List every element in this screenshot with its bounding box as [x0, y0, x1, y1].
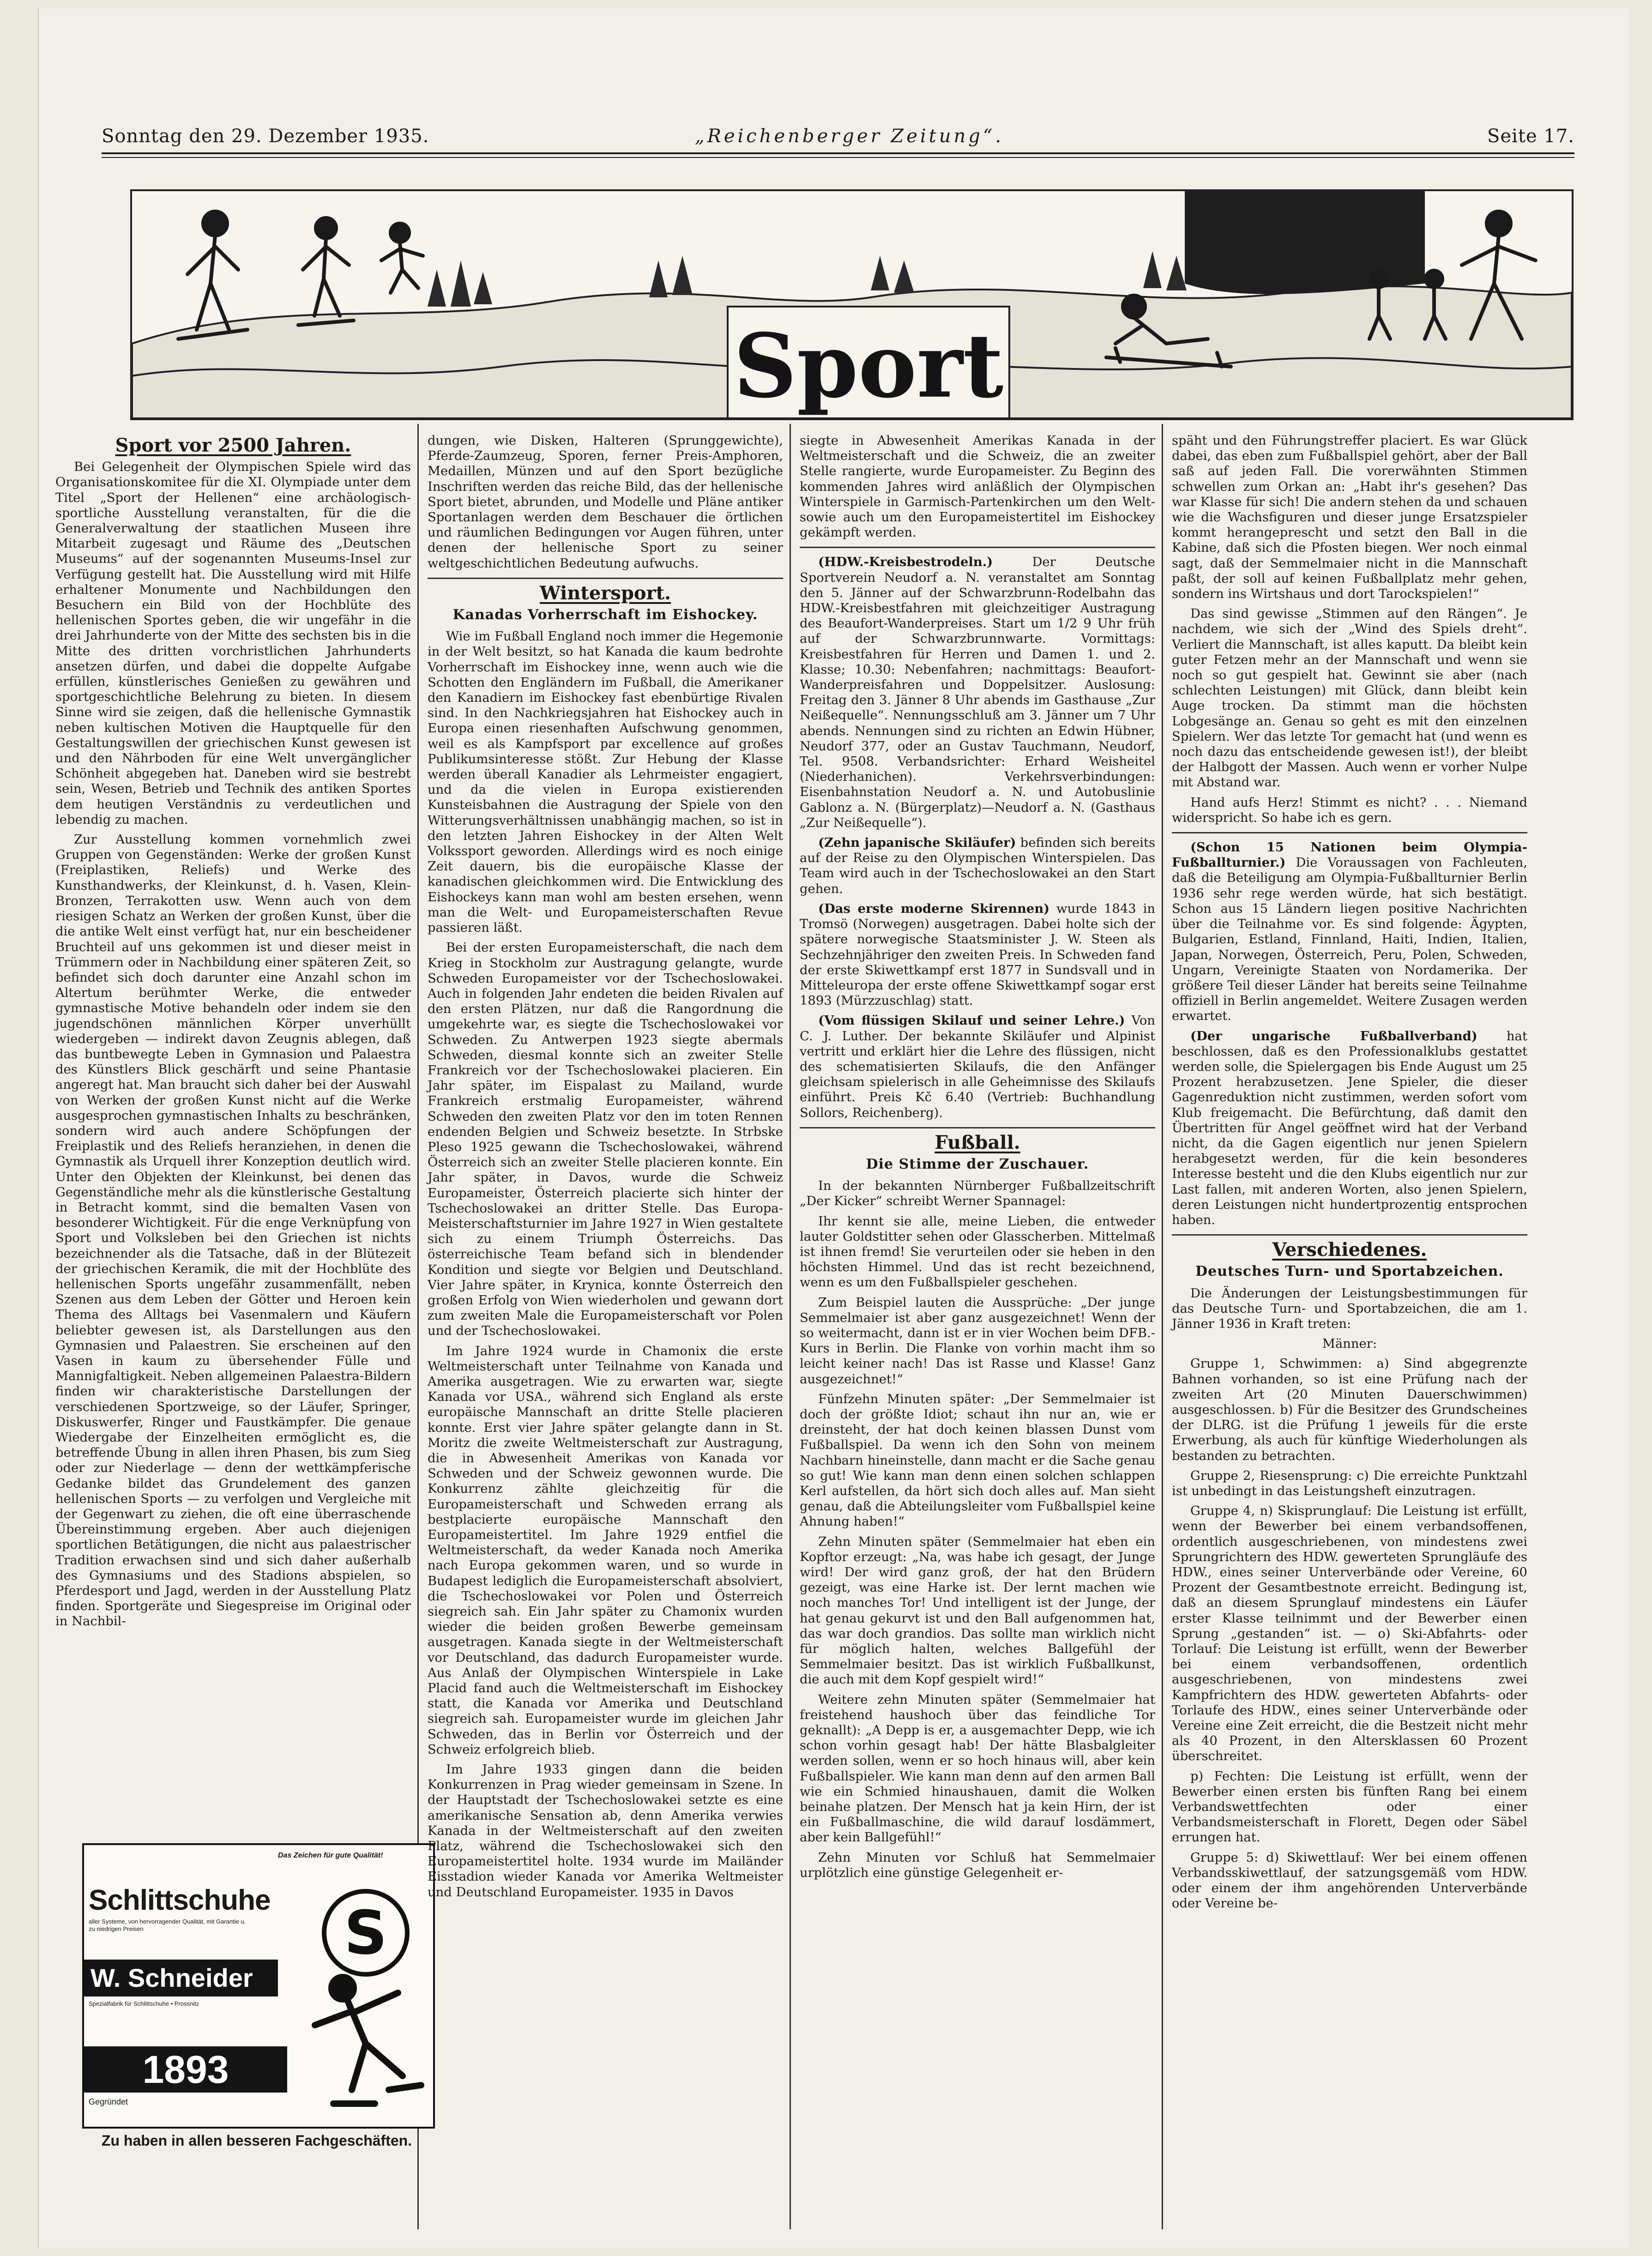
- paragraph: Gruppe 1, Schwimmen: a) Sind abgegrenzte Bahnen vorhanden, so ist eine Prüfung nach der zweiten Art (20 Minuten Dauerschwimmen) ausgeschlossen. b) Für die Besitzer des Grundscheines der DLRG. ist die Prüfung 1 jeweils für die erste Erwerbung, als auch für künftige Wiederholungen als bestanden zu betrachten.: [1172, 1357, 1527, 1463]
- paragraph: Weitere zehn Minuten später (Semmelmaier hat freistehend haushoch über das feindliche Tor geknallt): „A Depp is er, a ausgemachter Depp, wie ich schon vorhin gesagt hab! Der hätte Blasbalgleiter werden sollen, wenn er so hoch hinaus will, aber kein Fußballspieler. Wie kann man denn auf den armen Ball wie ein Schmied hinaushauen, damit die Wolken beinahe platzen. Der Mensch hat ja kein Hirn, der ist ein Fußballmaschine, die wild darauf losdämmert, aber kein Ballgefühl!“: [800, 1692, 1155, 1845]
- paragraph: Ihr kennt sie alle, meine Lieben, die entweder lauter Goldstitter sehen oder Glasscherben. Mittelmaß ist ihnen fremd! Sie verurteilen oder sie heben in den höchsten Himmel. Und das ist recht bezeichnend, wenn es um den Fußballspieler geschehen.: [800, 1214, 1155, 1290]
- paragraph: In der bekannten Nürnberger Fußballzeitschrift „Der Kicker“ schreibt Werner Spannagel:: [800, 1179, 1155, 1209]
- header-paper-name: „Reichenberger Zeitung“.: [695, 126, 1004, 147]
- news-item-lead: (Zehn japanische Skiläufer): [818, 835, 1016, 851]
- ad-footer: Zu haben in allen besseren Fachgeschäften.: [101, 2132, 412, 2149]
- news-item: [800, 835, 1155, 897]
- paragraph: Fünfzehn Minuten später: „Der Semmelmaier ist doch der größte Idiot; schaut ihn nur an, wie er dreinsteht, der hat doch keinen blassen Dunst vom Fußballspiel. Da wenn ich den Sohn von meinem Nachbarn hineinstelle, dann macht er die Sache genau so gut! Wie kann man denn einen solchen schlappen Kerl aufstellen, da hört sich doch alles auf. Man sieht genau, daß die Abteilungsleiter vom Fußballspiel keine Ahnung haben!“: [800, 1392, 1155, 1529]
- column-rule: [1162, 424, 1163, 2229]
- news-item-lead: (Das erste moderne Skirennen): [818, 901, 1050, 916]
- article-heading-sport-2500: Sport vor 2500 Jahren.: [115, 434, 351, 456]
- news-item-text: wurde 1843 in Tromsö (Norwegen) ausgetragen. Dabei holte sich der spätere norwegische Staatsminister J. W. Steen als Sechzehnjähriger den zweiten Preis. In Schweden fand der erste Skiwettkampf erst 1877 in Sundsvall und in Mitteleuropa der erste offene Skiwettkampf sogar erst 1893 (Mürzzuschlag) statt.: [800, 901, 1155, 1008]
- news-item-text: Von C. J. Luther. Der bekannte Skiläufer und Alpinist vertritt und erklärt hier die Lehre des flüssigen, nicht des schematisierten Skilaufs, die den Anfänger gleichsam spielerisch in alle Geheimnisse des Skilaufs einführt. Preis Kč 6.40 (Vertrieb: Buchhandlung Sollors, Reichenberg).: [800, 1013, 1155, 1120]
- ad-title: Schlittschuhe: [89, 1884, 271, 1916]
- news-item: [800, 901, 1155, 1008]
- section-divider: [800, 1127, 1155, 1128]
- section-divider: [1172, 1234, 1527, 1236]
- paragraph: Die Änderungen der Leistungsbestimmungen für das Deutsche Turn- und Sportabzeichen, die am 1. Jänner 1936 in Kraft treten:: [1172, 1286, 1527, 1331]
- ad-founded-label: Gegründet: [89, 2097, 128, 2106]
- paragraph: Zehn Minuten später (Semmelmaier hat eben ein Kopftor erzeugt: „Na, was habe ich gesagt, der Junge wird! Der wird ganz groß, der hat den Brüdern gezeigt, was eine Harke ist. Der lernt machen wie noch manches Tor! Und intelligent ist der Junge, der hat genau gekurvt ist und den Ball aufgenommen hat, das war doch grandios. Das sollte man wirklich nicht für möglich halten, welches Ballgefühl der Semmelmaier besitzt. Das ist wirklich Fußballkunst, die auch mit dem Kopf gespielt wird!“: [800, 1534, 1155, 1687]
- column-2: [428, 433, 783, 1905]
- winter-sport-illustration: [132, 191, 1572, 418]
- sport-banner: [130, 189, 1574, 420]
- header-rule-thin: [102, 157, 1574, 158]
- header-page-number: Seite 17.: [1487, 126, 1574, 147]
- page-header: [102, 123, 1574, 151]
- article-heading-eishockey: Kanadas Vorherrschaft im Eishockey.: [452, 607, 758, 623]
- news-item-lead: (Schon 15 Nationen beim Olympia-Fußballturnier.): [1172, 840, 1527, 870]
- section-heading-verschiedenes: Verschiedenes.: [1272, 1239, 1427, 1261]
- paragraph: Hand aufs Herz! Stimmt es nicht? . . . Niemand widerspricht. So habe ich es gern.: [1172, 795, 1527, 825]
- paragraph: p) Fechten: Die Leistung ist erfüllt, wenn der Bewerber einen ersten bis fünften Rang bei einem Verbandswettfechten oder einer Verbandsmeisterschaft in Florett, Degen oder Säbel errungen hat.: [1172, 1769, 1527, 1845]
- banner-title: Sport: [733, 314, 1004, 417]
- news-item-text: hat beschlossen, daß es den Professionalklubs gestattet werden solle, die Spielergagen bis Ende August um 25 Prozent herabzusetzen. Jene Spieler, die dieser Gagenreduktion nicht zustimmen, werden sofort vom Klub freigemacht. Die Befürchtung, daß damit den Übertritten für Angel geöffnet wird hat der Verband nicht, da die Gagen eigentlich nur jenen Spielern herabgesetzt werden, für die kein besonderes Interesse besteht und die den Klubs eigentlich nur zur Last fallen, mit anderen Worten, also jenen Spielern, deren Leistungen nicht hundertprozentig entsprochen haben.: [1172, 1029, 1528, 1227]
- section-heading-fussball: Fußball.: [935, 1131, 1020, 1153]
- column-4: [1172, 433, 1527, 1916]
- paragraph: späht und den Führungstreffer placiert. Es war Glück dabei, das eben zum Fußballspiel gehört, aber der Ball saß auf jeden Fall. Die vorerwähnten Stimmen schwellen zum Orkan an: „Habt ihr's gesehen? Das war Klasse für sich! Die andern stehen da und schauen wie die Wachsfiguren und dieser junge Ersatzspieler kommt herangeprescht und setzt den Ball in die Kabine, daß sich die Pfosten biegen. Wer noch einmal sagt, daß der Semmelmaier nicht in die Mannschaft paßt, der soll auf keinen Fußballplatz mehr gehen, sondern ins Wirtshaus und dort Tarockspielen!“: [1172, 434, 1527, 602]
- news-item: [1172, 1029, 1527, 1228]
- paragraph: Bei der ersten Europameisterschaft, die nach dem Krieg in Stockholm zur Austragung gelangte, wurde Schweden Europameister vor der Tschechoslowakei. Auch in folgenden Jahr endeten die beiden Rivalen auf den ersten Plätzen, nur daß die Rangordnung die umgekehrte war, es siegte die Tschechoslowakei vor Schweden. Zu Antwerpen 1923 siegte abermals Schweden, diesmal konnte sich an zweiter Stelle Frankreich vor der Tschechoslowakei placieren. Ein Jahr später, im Eispalast zu Mailand, wurde Frankreich erstmalig Europameister, während Schweden den zweiten Platz vor den im toten Rennen endenden Belgien und Schweiz besetzte. In Strbske Pleso 1925 gewann die Tschechoslowakei, während Österreich sich an zweiter Stelle placieren konnte. Ein Jahr später, in Davos, wurde die Schweiz Europameister, Österreich placierte sich hinter der Tschechoslowakei an dritter Stelle. Das Europa-Meisterschaftsturnier im Jahre 1927 in Wien gestaltete sich zu einem Triumph Österreichs. Das österreichische Team befand sich in blendender Kondition und siegte vor Belgien und Deutschland. Vier Jahre später, in Krynica, konnte Österreich den großen Erfolg von Wien wiederholen und gewann dort zum zweiten Male die Europameisterschaft vor Polen und der Tschechoslowakei.: [428, 941, 783, 1339]
- news-item-text: Die Voraussagen von Fachleuten, daß die Beteiligung am Olympia-Fußballturnier Berlin 1936 sehr rege werden würde, hat sich bestätigt. Schon aus 15 Ländern liegen positive Nachrichten über die Teilnahme vor. Es sind folgende: Ägypten, Bulgarien, Estland, Finnland, Haiti, Indien, Italien, Japan, Norwegen, Österreich, Peru, Polen, Schweden, Ungarn, Vereinigte Staaten von Nordamerika. Der größere Teil dieser Länder hat bereits seine Teilnahme offiziell in Berlin angemeldet. Weitere Zusagen werden erwartet.: [1172, 856, 1527, 1024]
- news-item-lead: (Der ungarische Fußballverband): [1190, 1028, 1477, 1044]
- news-item-lead: (HDW.-Kreisbestrodeln.): [818, 555, 993, 570]
- paragraph: Im Jahre 1933 gingen dann die beiden Konkurrenzen in Prag wieder gemeinsam in Szene. In der Hauptstadt der Tschechoslowakei setzte es eine amerikanische Sensation ab, denn Amerika verwies Kanada in der Weltmeisterschaft auf den zweiten Platz, während die Tschechoslowakei sich den Europameistertitel holte. 1934 wurde im Mailänder Eisstadion wieder Kanada vor Amerika Weltmeister und Deutschland Europameister. 1935 in Davos: [428, 1762, 783, 1900]
- ad-company-name: W. Schneider: [84, 1960, 278, 1997]
- skater-logo-icon: [296, 1873, 430, 2122]
- paragraph: dungen, wie Disken, Halteren (Sprunggewichte), Pferde-Zaumzeug, Sporen, ferner Preis-Amphoren, Medaillen, Münzen und auf den Sport bezügliche Inschriften werden das reiche Bild, das der hellenische Sport bietet, abrunden, und Modelle und Pläne antiker Sportanlagen werden dem Beschauer die örtlichen und räumlichen Bedingungen vor Augen führen, unter denen der hellenische Sport zu seiner weltgeschichtlichen Bedeutung aufwuchs.: [428, 434, 783, 571]
- news-item-lead: (Vom flüssigen Skilauf und seiner Lehre.): [818, 1013, 1125, 1028]
- paragraph: Gruppe 2, Riesensprung: c) Die erreichte Punktzahl ist unbedingt in das Leistungsheft einzutragen.: [1172, 1468, 1527, 1498]
- ad-company-tagline: Spezialfabrik für Schlittschuhe • Prossnitz: [89, 2000, 199, 2007]
- newspaper-page: [38, 8, 1630, 2248]
- paragraph: Wie im Fußball England noch immer die Hegemonie in der Welt besitzt, so hat Kanada die kaum bedrohte Vorherrschaft im Eishockey inne, wenn auch wie die Schotten den Engländern im Fußball, die Amerikaner den Kanadiern im Eishockey fast ebenbürtige Rivalen sind. In den Nachkriegsjahren hat Eishockey auch in Europa einen riesenhaften Aufschwung genommen, weil es als Kampfsport par excellence auf großes Publikumsinteresse stößt. Zur Hebung der Klasse werden überall Kanadier als Lehrmeister engagiert, und da die vielen in Europa existierenden Kunsteisbahnen die Austragung der Spiele von den Witterungsverhältnissen unabhängig machen, so ist in den letzten Jahren Eishockey in der Alten Welt Volkssport geworden. Allerdings wird es noch einige Zeit dauern, bis die europäische Klasse der kanadischen gleichkommen wird. Die Entwicklung des Eishockeys kann man wohl am besten ersehen, wenn man die Welt- und Europameisterschaften Revue passieren läßt.: [428, 629, 783, 935]
- news-item-text: Der Deutsche Sportverein Neudorf a. N. veranstaltet am Sonntag den 5. Jänner auf der Schwarzbrunn-Rodelbahn das HDW.-Kreisbestfahren mit gleichzeitiger Austragung des Beaufort-Wanderpreises. Start um 1/2 9 Uhr früh auf der Schwarzbrunnwarte. Vormittags: Kreisbestfahren für Herren und Damen 1. und 2. Klasse; 10.30: Nebenfahren; nachmittags: Beaufort-Wanderpreisfahren und Doppelsitzer. Auslosung: Freitag den 3. Jänner 8 Uhr abends im Gasthause „Zur Neißequelle“. Nennungsschluß am 3. Jänner um 7 Uhr abends. Nennungen sind zu richten an Edwin Hübner, Neudorf 377, oder an Gustav Tauchmann, Neudorf, Tel. 9508. Verbandsrichter: Erhard Weisheitel (Niederhanichen). Verkehrsverbindungen: Eisenbahnstation Neudorf a. N. und Autobuslinie Gablonz a. N. (Bürgerplatz)—Neudorf a. N. (Gasthaus „Zur Neißequelle“).: [800, 555, 1155, 830]
- column-rule: [790, 424, 791, 2229]
- paragraph: Im Jahre 1924 wurde in Chamonix die erste Weltmeisterschaft unter Teilnahme von Kanada und Amerika ausgetragen. Wie zu erwarten war, siegte Kanada vor USA., während sich England als erste europäische Mannschaft an dritte Stelle placieren konnte. Erst vier Jahre später gelangte dann in St. Moritz die zweite Weltmeisterschaft zur Austragung, die in Abwesenheit Amerikas von Kanada vor Schweden und der Schweiz gewonnen wurde. Die Konkurrenz zählte gleichzeitig für die Europameisterschaft und Schweden errang als bestplacierte europäische Mannschaft den Europameistertitel. Im Jahre 1929 entfiel die Weltmeisterschaft, da weder Kanada noch Amerika nach Europa gekommen waren, und so wurde in Budapest lediglich die Europameisterschaft absolviert, die Tschechoslowakei vor Polen und Österreich siegreich sah. Ein Jahr später zu Chamonix wurden wieder die beiden großen Bewerbe gemeinsam ausgetragen. Kanada siegte in der Weltmeisterschaft vor Deutschland, das dadurch Europameister wurde. Aus Anlaß der Olympischen Winterspiele in Lake Placid fand auch die Weltmeisterschaft im Eishockey statt, die Kanada vor Amerika und Deutschland siegreich sah. Europameister wurde im gleichen Jahr Schweden, das in Berlin vor Österreich und der Schweiz erfolgreich blieb.: [428, 1344, 783, 1757]
- paragraph: Zum Beispiel lauten die Aussprüche: „Der junge Semmelmaier ist aber ganz ausgezeichnet! Wenn der so weitermacht, dann ist er in vier Wochen beim DFB.-Kurs in Berlin. Die Flanke von vorhin macht ihm so leicht keiner nach! Das ist Rasse und Klasse! Ganz ausgezeichnet!“: [800, 1295, 1155, 1387]
- news-item: [800, 1013, 1155, 1120]
- section-heading-wintersport: Wintersport.: [539, 582, 671, 604]
- paragraph: Gruppe 4, n) Skisprunglauf: Die Leistung ist erfüllt, wenn der Bewerber bei einem verbandsoffenen, ordentlich ausgeschriebenen, von mindestens zwei Sprungrichtern des HDW. gewerteten Sprungläufe des HDW., eines seiner Unterverbände oder Vereine, 60 Prozent der Gesamtbestnote erreicht. Bedingung ist, daß an diesem Sprunglauf mindestens ein Läufer erster Klasse teilnimmt und der Bewerber einen Sprung „gestanden“ ist. — o) Ski-Abfahrts- oder Torlauf: Die Leistung ist erfüllt, wenn der Bewerber bei einem verbandsoffenen, ordentlich ausgeschriebenen, von mindestens zwei Kampfrichtern des HDW. gewerteten Abfahrts- oder Torlaufe des HDW., eines seiner Unterverbände oder Vereine eine Zeit erreicht, die die Bestzeit nicht mehr als 40 Prozent, in den Altersklassen 60 Prozent überschreitet.: [1172, 1504, 1527, 1764]
- paragraph: Zehn Minuten vor Schluß hat Semmelmaier urplötzlich eine günstige Gelegenheit er-: [800, 1850, 1155, 1880]
- paragraph: Zur Ausstellung kommen vornehmlich zwei Gruppen von Gegenständen: Werke der großen Kunst (Freiplastiken, Reliefs) und Werke des Kunsthandwerks, der Kleinkunst, d. h. Vasen, Klein-Bronzen, Terrakotten usw. Wenn auch von dem riesigen Schatz an Werken der großen Kunst, über die die antike Welt einst verfügt hat, nur ein bescheidener Bruchteil auf uns gekommen ist und dieser meist in Trümmern oder in Nachbildung einer späteren Zeit, so befindet sich doch darunter eine Anzahl schon im Altertum berühmter Werke, die entweder gymnastische Motive behandeln oder indem sie den jugendschönen männlichen Körper unverhüllt wiedergeben — indirekt davon Zeugnis ablegen, daß das buntbewegte Leben in Gymnasion und Palaestra des Künstlers Blick geschärft und seine Phantasie angeregt hat. Man braucht sich daher bei der Auswahl von Werken der großen Kunst nicht auf die Werke ausgesprochen gymnastischen Inhalts zu beschränken, sondern wird auch andere Schöpfungen der Freiplastik und des Reliefs heranziehen, in denen die Gymnastik als Urquell ihrer Konzeption deutlich wird. Unter den Objekten der Kleinkunst, bei denen das Gegenständliche mehr als die künstlerische Gestaltung in Betracht kommt, sind die bemalten Vasen von besonderer Wichtigkeit. Für die enge Verknüpfung von Sport und Volksleben bei den Griechen ist nichts bezeichnender als die Tatsache, daß in der Blütezeit der griechischen Keramik, die mit der Hochblüte des hellenischen Sports ungefähr zusammenfällt, neben Szenen aus dem Leben der Götter und Heroen kein Thema des Alltags bei Vasenmalern und Käufern beliebter gewesen ist, als Darstellungen aus den Gymnasien und Palaestren. Sie erscheinen auf den Vasen in kaum zu übersehender Fülle und Mannigfaltigkeit. Neben allgemeinen Palaestra-Bildern finden wir charakteristische Darstellungen der verschiedenen Sportzweige, so der Läufer, Springer, Diskuswerfer, Ringer und Faustkämpfer. Die genaue Wiedergabe der Einzelheiten ermöglicht es, die betreffende Übung in allen ihren Phasen, bis zum Sieg oder zur Niederlage — denn der wettkämpferische Gedanke bildet das Grundelement des ganzen hellenischen Sports — zu verfolgen und Vergleiche mit der Gegenwart zu ziehen, die oft eine überraschende Übereinstimmung ergeben. Aber auch diejenigen sportlichen Betätigungen, die nicht aus palaestrischer Tradition erwachsen sind und sich daher außerhalb des Gymnasiums und des Stadions abspielen, so Pferdesport und Jagd, werden in der Ausstellung Platz finden. Sportgeräte und Siegespreise im Original oder in Nachbil-: [55, 832, 411, 1629]
- paragraph: Das sind gewisse „Stimmen auf den Rängen“. Je nachdem, wie sich der „Wind des Spiels dreht“. Verliert die Mannschaft, ist alles kaputt. Da bleibt kein guter Fetzen mehr an der Mannschaft und wenn sie noch so gut gespielt hat. Gewinnt sie aber (nach schlechten Leistungen) mit Glück, dann bleibt kein Auge trocken. Da stimmt man die höchsten Lobgesänge an. Genau so geht es mit den einzelnen Spielern. Wer das letzte Tor gemacht hat (und wenn es noch dazu das entscheidende gewesen ist!), der bleibt der Halbgott der Massen. Auch wenn er vorher Nulpe mit Abstand war.: [1172, 607, 1527, 790]
- news-item: [800, 555, 1155, 831]
- paragraph: Gruppe 5: d) Skiwettlauf: Wer bei einem offenen Verbandsskiwettlauf, der satzungsgemäß vom HDW. oder einem der ihm angehörenden Unterverbände oder Vereine be-: [1172, 1850, 1527, 1911]
- section-divider: [800, 547, 1155, 548]
- article-heading-zuschauer: Die Stimme der Zuschauer.: [866, 1156, 1089, 1172]
- column-1: [55, 433, 411, 1634]
- ad-subtitle: aller Systeme, von hervorragender Qualität, mit Garantie u. zu niedrigen Preisen: [89, 1918, 246, 1932]
- ad-founding-year: 1893: [84, 2046, 287, 2093]
- header-rule: [102, 152, 1574, 154]
- column-3: [800, 433, 1155, 1885]
- paragraph: siegte in Abwesenheit Amerikas Kanada in der Weltmeisterschaft und die Schweiz, die an zweiter Stelle rangierte, wurde Europameister. Zu Beginn des kommenden Jahres wird anläßlich der Olympischen Winterspiele in Garmisch-Partenkirchen um den Welt- sowie auch um den Europameistertitel im Eishockey gekämpft werden.: [800, 434, 1155, 540]
- svg-text:S: S: [344, 1898, 387, 1968]
- article-heading-sportabzeichen: Deutsches Turn- und Sportabzeichen.: [1195, 1263, 1504, 1280]
- paragraph: Bei Gelegenheit der Olympischen Spiele wird das Organisationskomitee für die XI. Olympiade unter dem Titel „Sport der Hellenen“ eine archäologisch-sportliche Ausstellung veranstalten, für die die Generalverwaltung der staatlichen Museen ihre Mitarbeit zugesagt und Räume des „Deutschen Museums“ auf der sogenannten Museums-Insel zur Verfügung gestellt hat. Die Ausstellung wird mit Hilfe erhaltener Monumente und Nachbildungen den Besuchern ein Bild von der Hochblüte des hellenischen Sportes geben, die wir ungefähr in die drei Jahrhunderte von der Mitte des sechsten bis in die Mitte des dritten vorchristlichen Jahrhunderts ansetzen dürfen, und dabei die doppelte Aufgabe erfüllen, künstlerisches Genießen zu gewähren und sportgeschichtliche Belehrung zu bieten. In diesem Sinne wird sie zeigen, daß die hellenische Gymnastik neben kultischen Motiven die Hauptquelle für den Gestaltungswillen der griechischen Kunst gewesen ist und den Nährboden für eine Welt unvergänglicher Schönheit abgegeben hat. Daneben wird sie bestrebt sein, Wesen, Betrieb und Technik des antiken Sportes dem heutigen Verständnis zu verdeutlichen und lebendig zu machen.: [55, 460, 411, 827]
- ad-quality-tag: Das Zeichen für gute Qualität!: [278, 1852, 383, 1859]
- section-divider: [1172, 832, 1527, 833]
- header-date: Sonntag den 29. Dezember 1935.: [102, 126, 429, 147]
- news-item-text: befinden sich bereits auf der Reise zu den Olympischen Winterspielen. Das Team wird auch in der Tschechoslowakei an den Start gehen.: [800, 836, 1155, 896]
- skates-advertisement: [82, 1843, 435, 2129]
- subheading-maenner: Männer:: [1322, 1337, 1377, 1351]
- section-divider: [428, 578, 783, 579]
- news-item: [1172, 840, 1527, 1024]
